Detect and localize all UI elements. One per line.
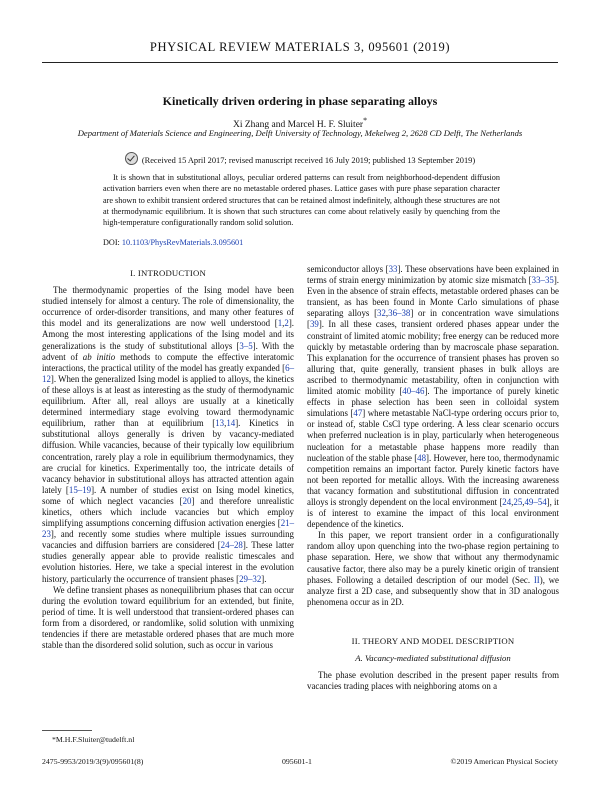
- citation-link[interactable]: 3–5: [239, 340, 253, 351]
- journal-header: PHYSICAL REVIEW MATERIALS 3, 095601 (2019): [149, 40, 451, 54]
- citation-link[interactable]: 33–35: [531, 275, 554, 286]
- intro-paragraph-1: [42, 285, 294, 585]
- citation-link[interactable]: 36–38: [388, 308, 411, 319]
- text-run: ,: [224, 418, 227, 429]
- text-run: ]. However, here too, thermodynamic competition remains an important factor. Purely kinetic factors have not been reported for metallic alloys. With the increasing awareness that vacancy formation and substitutional diffusion in concentrated alloys is strongly dependent on the local environment [: [307, 452, 560, 507]
- text-run: ] or in concentration wave simulations [: [307, 308, 559, 330]
- section-heading-intro: I. INTRODUCTION: [130, 268, 206, 278]
- text-run: ]. The importance of purely kinetic effects in phase selection has been seen in colloidal system simulations [: [307, 386, 559, 419]
- affiliation: Department of Materials Science and Engineering, Delft University of Technology, Mekelweg 2, 2628 CD Delft, The Netherlands: [77, 128, 523, 138]
- text-run: ]. Kinetics in substitutional alloys generally is driven by vacancy-mediated diffusion. While vacancies, because of their typically low equilibrium concentration, rarely play a role in equilibrium thermodynamics, they are crucial for kinetics. Experimentally too, the intricate details of vacancy behavior in substitutional alloys has attracted attention again lately [: [42, 418, 294, 495]
- author-mark: *: [363, 116, 368, 125]
- intro-paragraph-2: We define transient phases as nonequilibrium phases that can occur during the evolution toward equilibrium for an extended, but finite, period of time. It is well understood that transient-ordered phases can form from a disordered, or randomlike, solid solution with unmixing tendencies if there are metastable ordered phases that are much more stable than the disordered solid solution, such as occur in various: [42, 584, 294, 651]
- text-run: ]. In all these cases, transient ordered phases appear under the constraint of limited atomic mobility; free energy can be reduced more quickly by metastable ordering than by macroscale phase separation. This explanation for the occurrence of transient phases has proven so alluring that, quite generally, transient phases in bulk alloys are ascribed to thermodynamic metastability, often in conjunction with limited atomic mobility [: [307, 319, 559, 397]
- right-column: [307, 264, 559, 692]
- doi-line: [103, 238, 243, 247]
- citation-link[interactable]: 39: [309, 319, 319, 330]
- footer-page-number: 095601-1: [282, 757, 312, 766]
- text-run: ]. Even in the absence of strain effects, metastable ordered phases can be transient, as has been found in Monte Carlo simulations of phase separating alloys [: [307, 275, 559, 319]
- citation-link[interactable]: 29–32: [239, 573, 262, 584]
- text-run: methods to compute the effective interatomic interactions, the practical utility of the model has greatly expanded [: [42, 351, 294, 373]
- citation-link[interactable]: II: [533, 574, 540, 585]
- text-run: In this paper, we report transient order in a configurationally random alloy upon quenching into the two-phase region pertaining to phase separation. Here, we show that without any thermodynamic causative factor, there also may be a purely kinetic origin of transient phases. Following a detailed description of our model (Sec.: [307, 530, 559, 585]
- paper-title: Kinetically driven ordering in phase separating alloys: [162, 94, 438, 108]
- citation-link[interactable]: 32: [377, 308, 386, 319]
- citation-link[interactable]: 21–23: [42, 518, 294, 540]
- text-run: The thermodynamic properties of the Ising model have been studied intensely for almost a century. The role of dimensionality, the occurrence of order-disorder transitions, and many other features of this model and its generalizations are now well understood [: [42, 285, 294, 329]
- footer-copyright: ©2019 American Physical Society: [450, 757, 558, 766]
- footer-issn: 2475-9953/2019/3(9)/095601(8): [42, 757, 144, 766]
- text-run: ]. A number of studies exist on Ising model kinetics, some of which neglect vacancies [: [42, 484, 295, 506]
- abstract: It is shown that in substitutional alloys, peculiar ordered patterns can result from neighborhood-dependent diffusion activation barriers even when there are no metastable ordered phases. Lattice gases with pure phase separation character are shown to exhibit transient ordered structures that can be retained almost indefinitely, although these structures are not at thermodynamic equilibrium. It is shown that such structures can come about relatively easily by quenching from the high-temperature configurationally random solid solution.: [103, 173, 500, 228]
- text-run: ]. When the generalized Ising model is applied to alloys, the kinetics of these alloys is at least as interesting as the study of thermodynamic equilibrium. After all, real alloys are usually at a kinetically determined intermediary stage evolving toward thermodynamic equilibrium, rather than at equilibrium [: [42, 373, 294, 429]
- citation-link[interactable]: 47: [353, 408, 363, 419]
- citation-link[interactable]: 6–12: [42, 362, 294, 384]
- text-run: ), we analyze first a 2D case, and subsequently show that in 3D analogous phenomena occur as in 2D.: [307, 574, 559, 607]
- text-run: ]. With the advent of: [42, 340, 294, 362]
- citation-link[interactable]: 15–19: [68, 484, 92, 495]
- intro-paragraph-3: [307, 530, 559, 608]
- corresponding-author-email[interactable]: *M.H.F.Sluiter@tudelft.nl: [52, 735, 135, 744]
- citation-link[interactable]: 14: [226, 418, 236, 429]
- citation-link[interactable]: 2: [284, 318, 289, 329]
- check-for-updates-icon[interactable]: [125, 152, 138, 165]
- citation-link[interactable]: 24: [502, 496, 512, 507]
- citation-link[interactable]: 24–28: [220, 540, 243, 551]
- received-dates: (Received 15 April 2017; revised manuscript received 16 July 2019; published 13 September 2019): [141, 156, 476, 165]
- text-run: ], it is of interest to examine the impact of this local environment dependence of the kinetics.: [307, 496, 559, 530]
- citation-link[interactable]: 33: [388, 264, 398, 274]
- citation-link[interactable]: 40–46: [402, 386, 425, 397]
- theory-paragraph-1: The phase evolution described in the present paper results from vacancies trading places with neighboring atoms on a: [307, 670, 559, 692]
- text-run: ,: [282, 318, 285, 329]
- text-run: ] and therefore unrealistic kinetics, others which include vacancies but which employ simplifying assumptions concerning diffusion activation energies [: [42, 495, 294, 529]
- text-run: ,: [522, 496, 525, 507]
- intro-paragraph-continued: [307, 264, 559, 530]
- footnote-rule: [42, 730, 92, 731]
- citation-link[interactable]: 25: [513, 496, 523, 507]
- header-rule: [42, 62, 558, 63]
- section-heading-theory: II. THEORY AND MODEL DESCRIPTION: [351, 635, 515, 646]
- citation-link[interactable]: 1: [277, 318, 283, 329]
- text-run: semiconductor alloys [: [307, 264, 389, 274]
- citation-link[interactable]: 48: [417, 452, 427, 463]
- text-run: ] where metastable NaCl-type ordering occurs prior to, or instead of, stable CsCl type ordering. A less clear scenario occurs when preferred nucleation is in play, particularly when heterogeneous nucleation for a metastable phase happens more readily than nucleation of the stable phase [: [307, 408, 560, 463]
- citation-link[interactable]: 20: [182, 495, 192, 506]
- left-column: [42, 264, 294, 651]
- citation-link[interactable]: 49–54: [524, 496, 547, 507]
- received-line: [42, 152, 558, 165]
- author-names: Xi Zhang and Marcel H. F. Sluiter: [232, 120, 364, 131]
- text-run: ]. These observations have been explained in terms of strain energy minimization by atomic size mismatch [: [307, 264, 559, 286]
- text-run: ], and recently some studies where multiple issues surrounding vacancies and diffusion barriers are considered [: [42, 529, 294, 551]
- citation-link[interactable]: 13: [215, 418, 225, 429]
- text-run: ]. These latter studies generally appear able to provide realistic timescales and evolution histories. Here, we take a special interest in the evolution history, particularly the occurrence of transient phases [: [42, 540, 294, 584]
- text-run: ,: [511, 496, 514, 507]
- text-run: ,: [385, 308, 389, 319]
- text-run: ].: [261, 573, 267, 584]
- doi-link[interactable]: 10.1103/PhysRevMaterials.3.095601: [121, 238, 244, 247]
- doi-label: DOI:: [103, 238, 120, 247]
- text-run: ]. Among the most interesting applications of the Ising model and its generalizations is the study of substitutional alloys [: [42, 318, 294, 351]
- subsection-heading-diffusion: A. Vacancy-mediated substitutional diffusion: [355, 653, 511, 663]
- text-run: ab initio: [82, 351, 116, 362]
